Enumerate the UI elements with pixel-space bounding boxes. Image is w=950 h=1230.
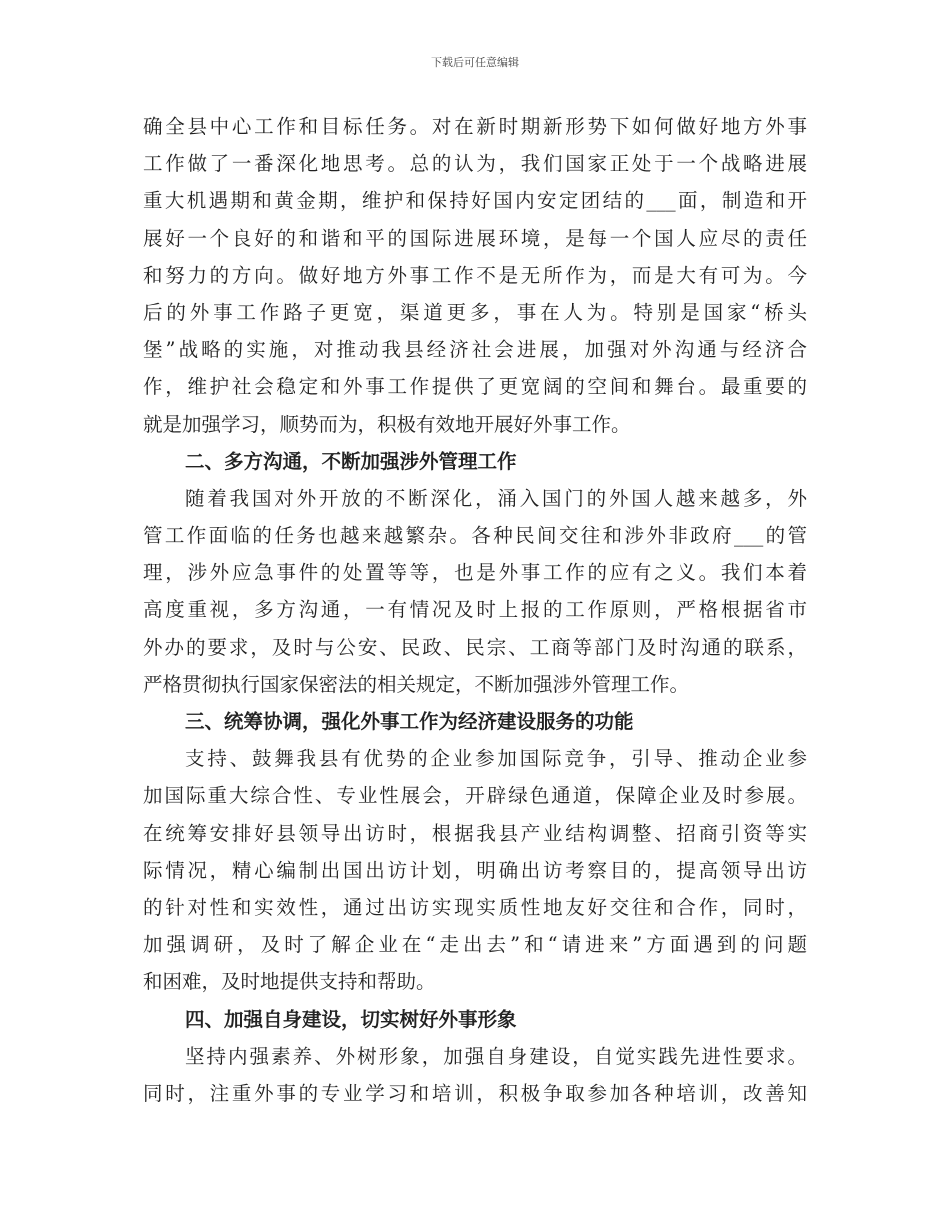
paragraph [143, 740, 807, 1000]
section-heading: 二、多方沟通，不断加强涉外管理工作 [185, 449, 517, 473]
text-line: 际情况，精心编制出国出访计划，明确出访考察目的，提高领导出访 [143, 858, 807, 882]
text-line: 加国际重大综合性、专业性展会，开辟绿色通道，保障企业及时参展。 [143, 784, 807, 808]
paragraph [143, 1038, 807, 1112]
text-line: 理，涉外应急事件的处置等等，也是外事工作的应有之义。我们本着 [143, 561, 807, 585]
text-line: 高度重视，多方沟通，一有情况及时上报的工作原则，严格根据省市 [143, 598, 807, 622]
paragraph [143, 480, 807, 703]
text-line: 工作做了一番深化地思考。总的认为，我们国家正处于一个战略进展 [143, 152, 807, 176]
paragraph [143, 108, 807, 443]
text-line: 支持、鼓舞我县有优势的企业参加国际竞争，引导、推动企业参 [185, 747, 807, 771]
text-line: 和困难，及时地提供支持和帮助。 [143, 970, 436, 994]
text-line: 坚持内强素养、外树形象，加强自身建设，自觉实践先进性要求。 [185, 1044, 807, 1068]
section-heading: 三、统筹协调，强化外事工作为经济建设服务的功能 [185, 710, 634, 733]
text-line: 堡”战略的实施，对推动我县经济社会进展，加强对外沟通与经济合 [143, 338, 807, 362]
text-line: 加强调研，及时了解企业在“走出去”和“请进来”方面遇到的问题 [143, 933, 807, 957]
text-line: 作，维护社会稳定和外事工作提供了更宽阔的空间和舞台。最重要的 [143, 375, 807, 399]
text-line: 随着我国对外开放的不断深化，涌入国门的外国人越来越多，外 [185, 486, 807, 510]
page-header: 下载后可任意编辑 [431, 56, 519, 69]
text-line: 在统筹安排好县领导出访时，根据我县产业结构调整、招商引资等实 [143, 821, 807, 845]
text-line: 严格贯彻执行国家保密法的相关规定，不断加强涉外管理工作。 [143, 672, 690, 696]
text-line: 和努力的方向。做好地方外事工作不是无所作为，而是大有可为。今 [143, 263, 807, 287]
text-line: 重大机遇期和黄金期，维护和保持好国内安定团结的___面，制造和开 [143, 189, 807, 213]
text-line: 就是加强学习，顺势而为，积极有效地开展好外事工作。 [143, 412, 631, 436]
text-line: 后的外事工作路子更宽，渠道更多，事在人为。特别是国家“桥头 [143, 300, 807, 324]
document-body [143, 108, 807, 1112]
text-line: 管工作面临的任务也越来越繁杂。各种民间交往和涉外非政府___的管 [143, 524, 807, 548]
text-line: 的针对性和实效性，通过出访实现实质性地友好交往和合作，同时， [143, 895, 807, 919]
text-line: 同时，注重外事的专业学习和培训，积极争取参加各种培训，改善知 [143, 1081, 807, 1105]
section-heading: 四、加强自身建设，切实树好外事形象 [185, 1007, 517, 1031]
text-line: 确全县中心工作和目标任务。对在新时期新形势下如何做好地方外事 [143, 115, 807, 138]
text-line: 展好一个良好的和谐和平的国际进展环境，是每一个国人应尽的责任 [143, 226, 807, 250]
text-line: 外办的要求，及时与公安、民政、民宗、工商等部门及时沟通的联系， [143, 635, 807, 659]
